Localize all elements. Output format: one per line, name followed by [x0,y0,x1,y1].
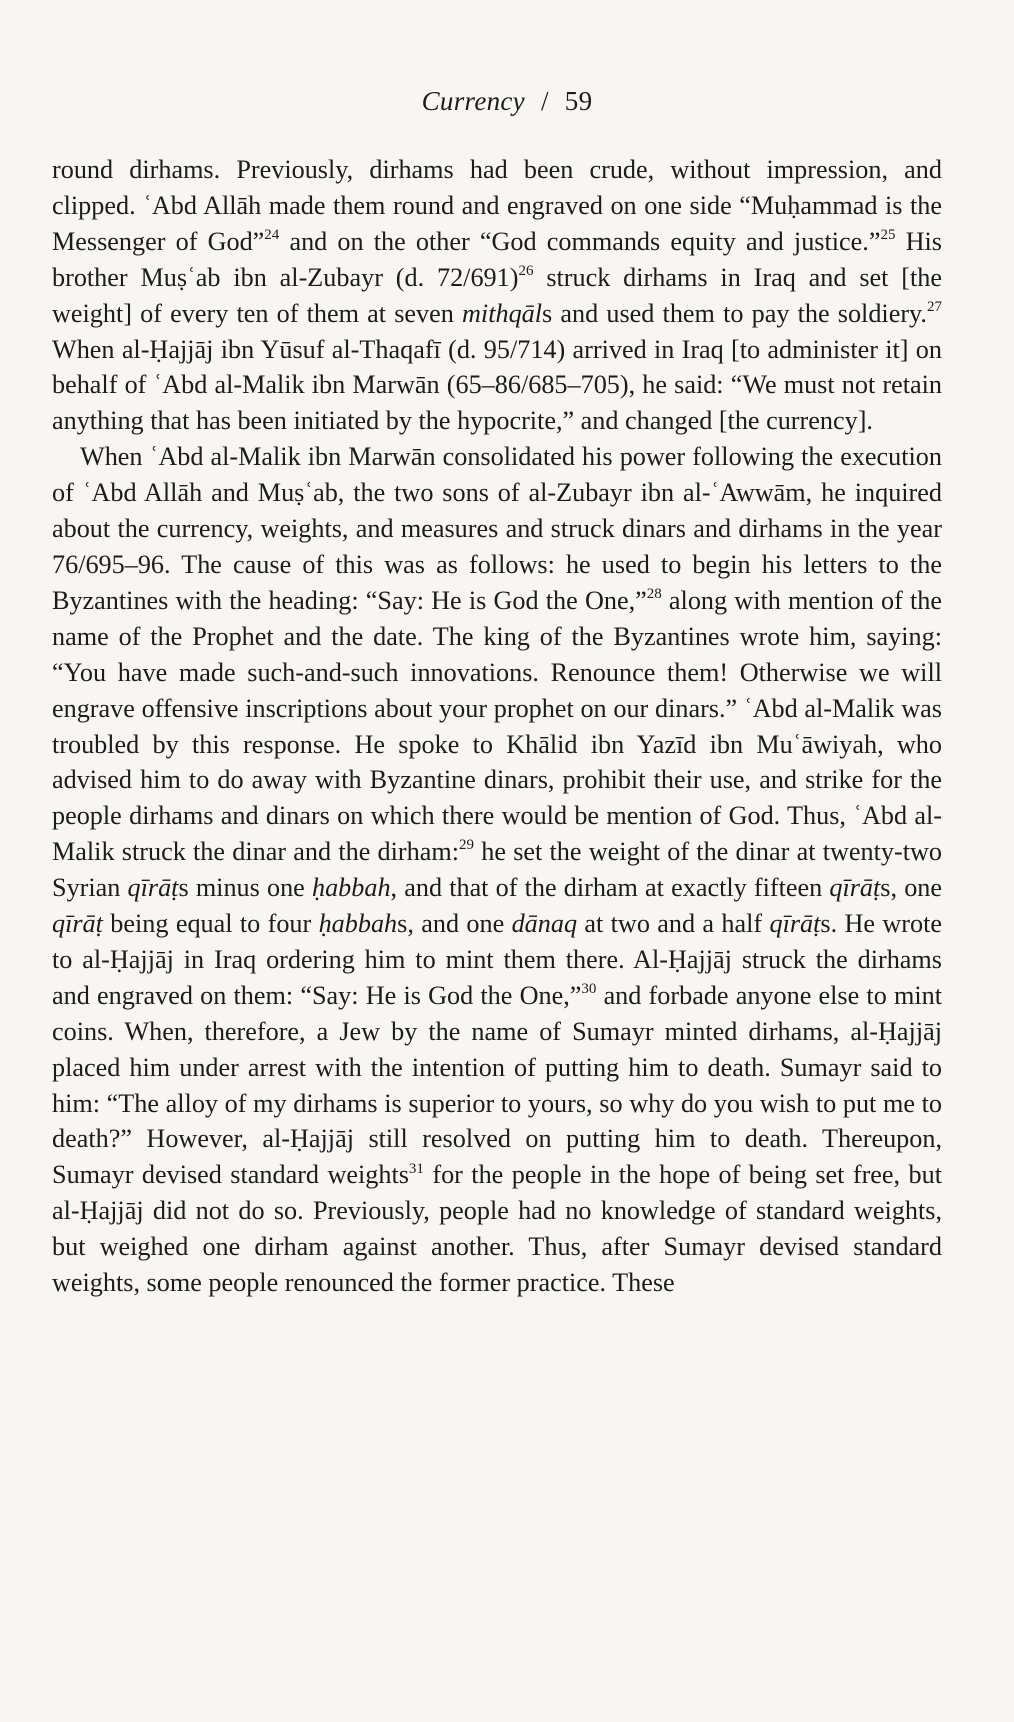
footnote-ref-27: 27 [926,298,942,315]
running-head [0,86,1014,117]
text-run: s, one [880,873,942,903]
footnote-ref-28: 28 [646,586,662,603]
body-text [52,152,942,1301]
italic-term: qīrāṭ [127,873,179,903]
text-run: along with mention of the name of the Prophet and the date. The king of the Byzantines wrote him, saying: “You have made such-and-such innovations. Renounce them! Otherwise we will engrave offensive inscriptions about your prophet on our dinars.” ʿAbd al-Malik was troubled by this response. He spoke to Khālid ibn Yazīd ibn Muʿāwiyah, who advised him to do away with Byzantine dinars, prohibit their use, and strike for the people dirhams and dinars on which there would be mention of God. Thus, ʿAbd al-Malik struck the dinar and the dirham: [52,585,943,867]
footnote-ref-26: 26 [518,262,534,279]
text-run: , and that of the dirham at exactly fifteen [390,873,830,903]
footnote-ref-31: 31 [408,1160,424,1177]
running-head-separator: / [540,86,549,116]
footnote-ref-30: 30 [581,981,597,998]
text-run: he set the weight of the dinar at twenty-two Syrian [52,837,942,903]
text-run: and on the other “God commands equity and justice.” [279,226,881,256]
footnote-ref-25: 25 [880,227,896,244]
paragraph-1 [52,152,942,439]
text-run: round dirhams. Previously, dirhams had been crude, without impression, and clipped. ʿAbd Allāh made them round and engraved on one side “Muḥammad is the Messenger of God” [52,155,942,256]
text-run: His brother Muṣʿab ibn al-Zubayr (d. 72/691) [52,226,943,292]
text-run: struck dirhams in Iraq and set [the weight] of every ten of them at seven [52,262,942,328]
footnote-ref-24: 24 [264,227,280,244]
text-run: s minus one [178,873,312,903]
running-head-title: Currency [421,86,525,116]
text-run: and forbade anyone else to mint coins. When, therefore, a Jew by the name of Sumayr minted dirhams, al-Ḥajjāj placed him under arrest with the intention of putting him to death. Sumayr said to him: “The alloy of my dirhams is superior to yours, so why do you wish to put me to death?” However, al-Ḥajjāj still resolved on putting him to death. Thereupon, Sumayr devised standard weights [52,980,942,1190]
text-run: When al-Ḥajjāj ibn Yūsuf al-Thaqafī (d. 95/714) arrived in Iraq [to administer it] on behalf of ʿAbd al-Malik ibn Marwān (65–86/685–705), he said: “We must not retain anything that has been initiated by the hypocrite,” and changed [the currency]. [52,334,942,436]
text-run: When ʿAbd al-Malik ibn Marwān consolidated his power following the execution of ʿAbd Allāh and Muṣʿab, the two sons of al-Zubayr ibn al-ʿAwwām, he inquired about the currency, weights, and measures and struck dinars and dirhams in the year 76/695–96. The cause of this was as follows: he used to begin his letters to the Byzantines with the heading: “Say: He is God the One,” [52,442,942,615]
text-run: s and used them to pay the soldiery. [542,298,927,328]
text-run: for the people in the hope of being set free, but al-Ḥajjāj did not do so. Previously, people had no knowledge of standard weights, but weighed one dirham against another. Thus, after Sumayr devised standard weights, some people renounced the former practice. These [52,1160,942,1298]
italic-term: qīrāṭ [769,909,821,939]
text-run: being equal to four [102,909,319,939]
italic-term: qīrāṭ [829,873,881,903]
page-number: 59 [564,86,593,116]
text-run: s, and one [397,909,512,939]
paragraph-2 [52,439,942,1301]
footnote-ref-29: 29 [459,837,475,854]
italic-term: ḥabbah [318,909,398,939]
text-run: s. He wrote to al-Ḥajjāj in Iraq ordering him to mint them there. Al-Ḥajjāj struck the dirhams and engraved on them: “Say: He is God the One,” [52,909,943,1010]
italic-term: qīrāṭ [52,909,103,939]
italic-term: ḥabbah [311,873,391,903]
italic-term: mithqāl [462,298,543,328]
text-run: at two and a half [577,909,770,939]
italic-term: dānaq [511,909,578,939]
